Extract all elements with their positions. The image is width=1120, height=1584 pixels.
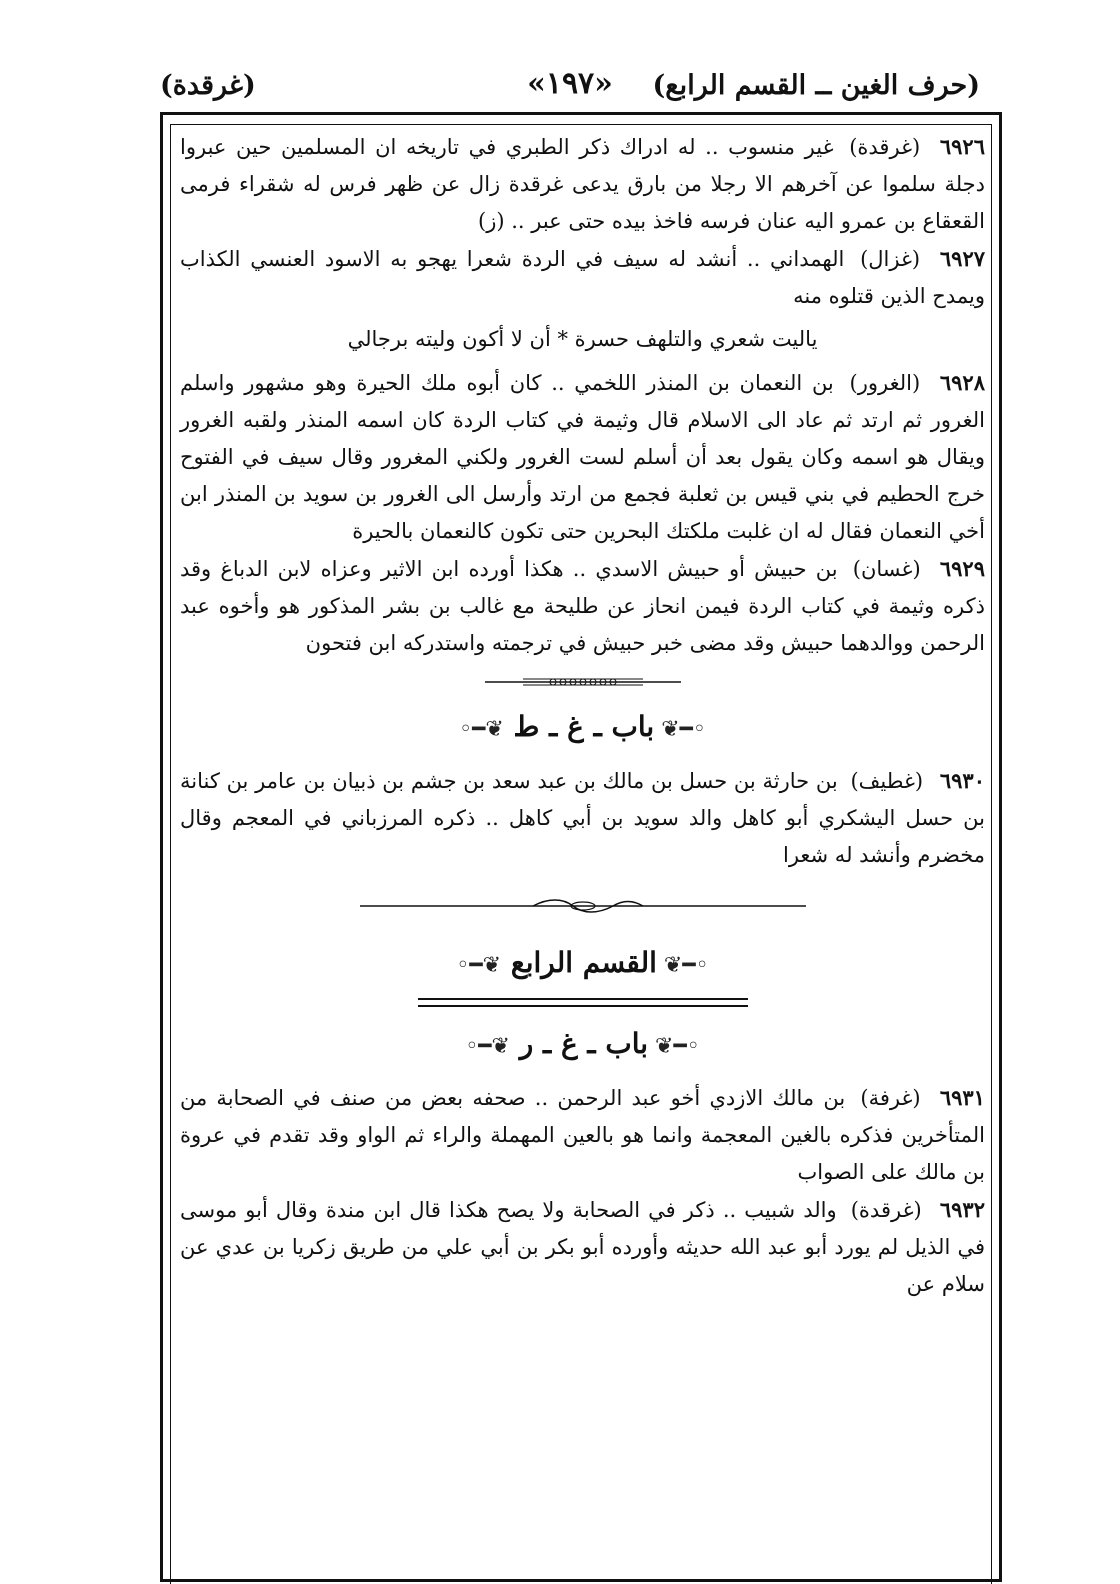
entry-6929 (180, 550, 985, 662)
entry-text: بن حبيش أو حبيش الاسدي .. هكذا أورده ابن الاثير وعزاه لابن الدباغ وقد ذكره وثيمة في كتاب الردة فيمن انحاز عن طليحة مع غالب بن بشر المذكور هو وأخوه عبد الرحمن ووالدهما حبيش وقد مضى خبر حبيش في ترجمته واستدركه ابن فتحون (180, 557, 985, 655)
entry-number: ٦٩٢٩ (939, 556, 985, 581)
entry-name: (غرقدة) (850, 1198, 922, 1222)
ornament-scroll-rule-icon (358, 896, 808, 916)
poetry-verse: ياليت شعري والتلهف حسرة * أن لا أكون وليته برجالي (347, 327, 818, 351)
entry-number: ٦٩٢٨ (939, 370, 985, 395)
ornament-beaded-rule-icon (483, 672, 683, 692)
entry-text: الهمداني .. أنشد له سيف في الردة شعرا يهجو به الاسود العنسي الكذاب ويمدح الذين قتلوه منه (180, 247, 985, 308)
entry-name: (غطيف) (850, 769, 924, 793)
section-heading-gh-ra (180, 1025, 985, 1065)
entry-6926 (180, 128, 985, 240)
entry-number: ٦٩٣٢ (939, 1197, 985, 1222)
double-rule-divider (418, 998, 748, 1007)
flourish-icon: ◦━❦ (656, 953, 709, 978)
ornamental-divider (180, 896, 985, 922)
running-head-keyword: (غرقدة) (160, 70, 256, 101)
entry-text: والد شبيب .. ذكر في الصحابة ولا يصح هكذا قال ابن مندة وقال أبو موسى في الذيل لم يورد أبو عبد الله حديثه وأورده أبو بكر بن أبي علي من طريق زكريا بن عدي عن سلام عن (180, 1198, 985, 1296)
flourish-icon: ◦━❦ (648, 1034, 700, 1059)
flourish-icon: ❦━◦ (456, 953, 502, 978)
entry-number: ٦٩٣١ (939, 1085, 985, 1110)
entry-6931 (180, 1079, 985, 1191)
entry-text: بن حارثة بن حسل بن مالك بن عبد سعد بن جشم بن ذبيان بن عامر بن كنانة بن حسل اليشكري أبو كاهل والد سويد بن أبي كاهل .. ذكره المرزباني في المعجم وقال مخضرم وأنشد له شعرا (180, 769, 985, 867)
section-heading-text: القسم الرابع (510, 946, 657, 979)
flourish-icon: ◦━❦ (654, 717, 706, 742)
entry-text: بن مالك الازدي أخو عبد الرحمن .. صحفه بعض من صنف في الصحابة من المتأخرين فذكره بالغين المعجمة وانما هو بالعين المهملة والراء ثم الواو وقد تقدم في عروة بن مالك على الصواب (180, 1086, 985, 1184)
section-heading-text: باب ـ غ ـ ط (513, 710, 655, 743)
flourish-icon: ❦━◦ (459, 717, 504, 742)
entry-name: (غرفة) (860, 1086, 921, 1110)
entry-name: (غزال) (860, 247, 921, 271)
entry-name: (الغرور) (849, 371, 921, 395)
entry-6930 (180, 762, 985, 874)
entry-name: (غسان) (852, 557, 921, 581)
entry-6932 (180, 1191, 985, 1303)
running-head-title: (حرف الغين ــ القسم الرابع) (652, 70, 980, 101)
entry-number: ٦٩٢٦ (939, 134, 985, 159)
page-number: «١٩٧» (527, 66, 613, 101)
running-head (160, 62, 980, 108)
entry-text: بن النعمان بن المنذر اللخمي .. كان أبوه ملك الحيرة وهو مشهور واسلم الغرور ثم ارتد ثم عاد الى الاسلام قال وثيمة في كتاب الردة كان اسمه المنذر ولقبه الغرور ويقال هو اسمه وكان يقول بعد أن أسلم لست الغرور ولكني المغرور وقال سيف في الفتوح خرج الحطيم في بني قيس بن ثعلبة فجمع من ارتد وأرسل الى الغرور بن سويد بن المنذر ابن أخي النعمان فقال له ان غلبت ملكتك البحرين حتى تكون كالنعمان بالحيرة (180, 371, 985, 543)
entry-name: (غرقدة) (849, 135, 921, 159)
section-heading-fourth-part (180, 944, 985, 984)
entry-text: غير منسوب .. له ادراك ذكر الطبري في تاريخه ان المسلمين حين عبروا دجلة سلموا عن آخرهم الا رجلا من بارق يدعى غرقدة زال عن ظهر فرس له شقراء فرمى القعقاع بن عمرو اليه عنان فرسه فاخذ بيده حتى عبر .. (ز) (180, 135, 985, 233)
entry-number: ٦٩٢٧ (939, 246, 986, 271)
section-heading-gh-ta (180, 708, 985, 748)
flourish-icon: ❦━◦ (465, 1034, 510, 1059)
main-text (180, 128, 985, 1303)
entry-6927 (180, 240, 985, 315)
entry-number: ٦٩٣٠ (939, 768, 985, 793)
ornamental-divider (180, 672, 985, 698)
section-heading-text: باب ـ غ ـ ر (519, 1027, 649, 1060)
entry-6928 (180, 364, 985, 550)
